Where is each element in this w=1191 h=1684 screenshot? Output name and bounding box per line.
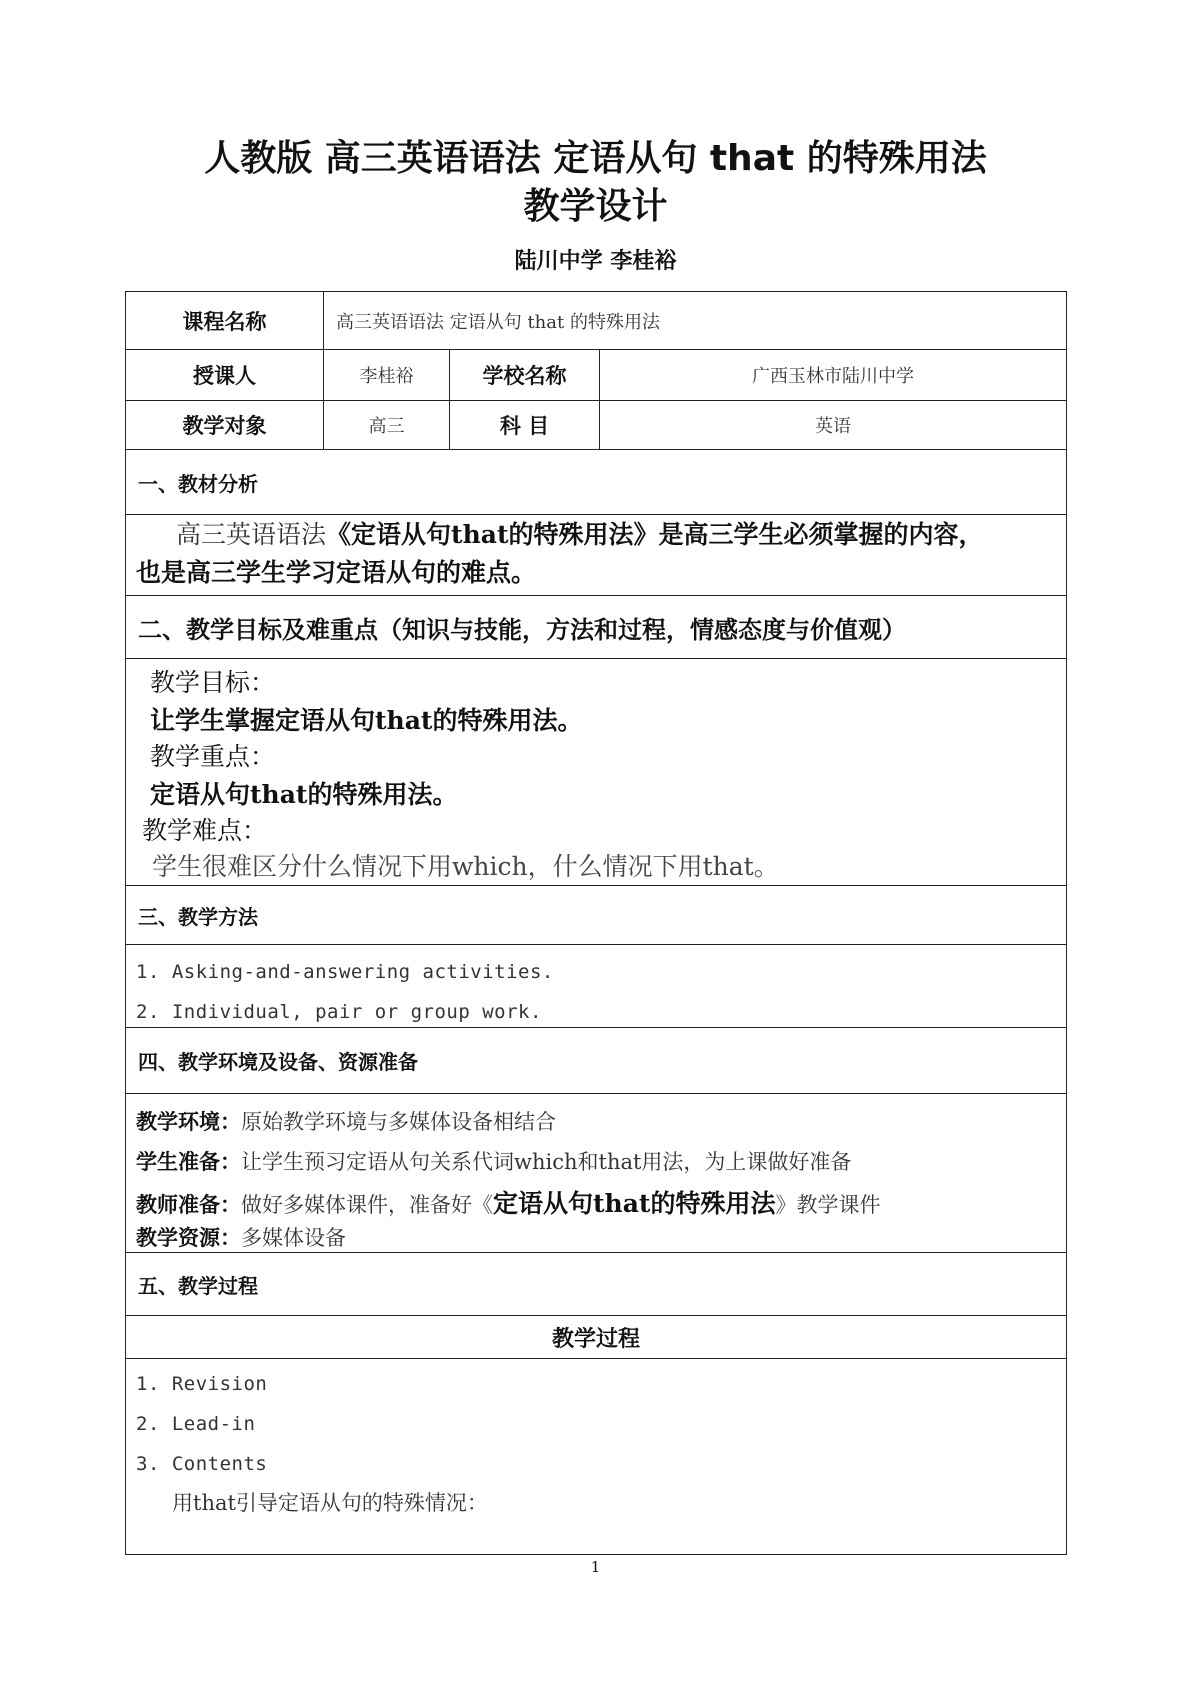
page-number: 1 (590, 1558, 601, 1576)
section-5-title: 五、教学过程 (138, 1273, 258, 1298)
section-1-line-2: 也是高三学生学习定语从句的难点。 (136, 558, 537, 587)
process-item-3: 3. Contents (136, 1453, 268, 1475)
lesson-plan-table (125, 291, 1069, 1555)
process-header: 教学过程 (551, 1326, 640, 1352)
teacher-value: 李桂裕 (323, 350, 449, 400)
section-4-header (125, 1027, 1067, 1094)
target-label: 教学对象 (182, 414, 267, 438)
course-value: 高三英语语法 定语从句 that 的特殊用法 (323, 292, 1066, 349)
section-4-body (125, 1093, 1067, 1253)
school-label: 学校名称 (449, 350, 599, 400)
teacher-prep-line: 教师准备：做好多媒体课件，准备好《定语从句that的特殊用法》教学课件 (136, 1189, 881, 1218)
process-header-row (125, 1315, 1067, 1359)
goal-label: 教学目标： (150, 668, 276, 697)
target-value: 高三 (323, 401, 449, 449)
method-item-1: 1. Asking-and-answering activities. (136, 961, 554, 983)
course-label: 课程名称 (182, 309, 267, 334)
section-3-body (125, 944, 1067, 1028)
subject-label: 科 目 (449, 401, 599, 449)
env-line: 教学环境：原始教学环境与多媒体设备相结合 (136, 1110, 556, 1134)
key-label: 教学重点： (150, 742, 276, 771)
section-2-title: 二、教学目标及难重点（知识与技能，方法和过程，情感态度与价值观） (138, 614, 906, 644)
teacher-label: 授课人 (193, 364, 256, 388)
student-prep-line: 学生准备：让学生预习定语从句关系代词which和that用法，为上课做好准备 (136, 1150, 852, 1174)
resource-line: 教学资源：多媒体设备 (136, 1226, 346, 1250)
section-5-header (125, 1252, 1067, 1316)
goal-text: 让学生掌握定语从句that的特殊用法。 (150, 706, 583, 735)
course-row (125, 291, 1067, 350)
subject-value: 英语 (599, 401, 1066, 449)
difficulty-text: 学生很难区分什么情况下用which，什么情况下用that。 (152, 852, 779, 881)
difficulty-label: 教学难点： (142, 816, 268, 845)
section-5-body (125, 1358, 1067, 1555)
process-item-1: 1. Revision (136, 1373, 268, 1395)
document-title: 人教版 高三英语语法 定语从句 that 的特殊用法 (204, 138, 987, 179)
process-item-2: 2. Lead-in (136, 1413, 256, 1435)
section-1-title: 一、教材分析 (138, 471, 258, 496)
section-1-line-1: 高三英语语法《定语从句that的特殊用法》是高三学生必须掌握的内容， (176, 520, 984, 549)
section-3-title: 三、教学方法 (138, 904, 258, 929)
teacher-row (125, 349, 1067, 401)
section-2-header (125, 595, 1067, 659)
author-line: 陆川中学 李桂裕 (514, 249, 677, 274)
method-item-2: 2. Individual, pair or group work. (136, 1001, 542, 1023)
section-1-body (125, 514, 1067, 596)
section-3-header (125, 885, 1067, 945)
process-note: 用that引导定语从句的特殊情况： (172, 1491, 488, 1515)
school-value: 广西玉林市陆川中学 (599, 350, 1066, 400)
key-text: 定语从句that的特殊用法。 (150, 780, 458, 809)
section-4-title: 四、教学环境及设备、资源准备 (138, 1050, 418, 1074)
section-2-body (125, 658, 1067, 886)
target-row (125, 400, 1067, 450)
section-1-header (125, 449, 1067, 515)
document-subtitle: 教学设计 (523, 186, 668, 227)
